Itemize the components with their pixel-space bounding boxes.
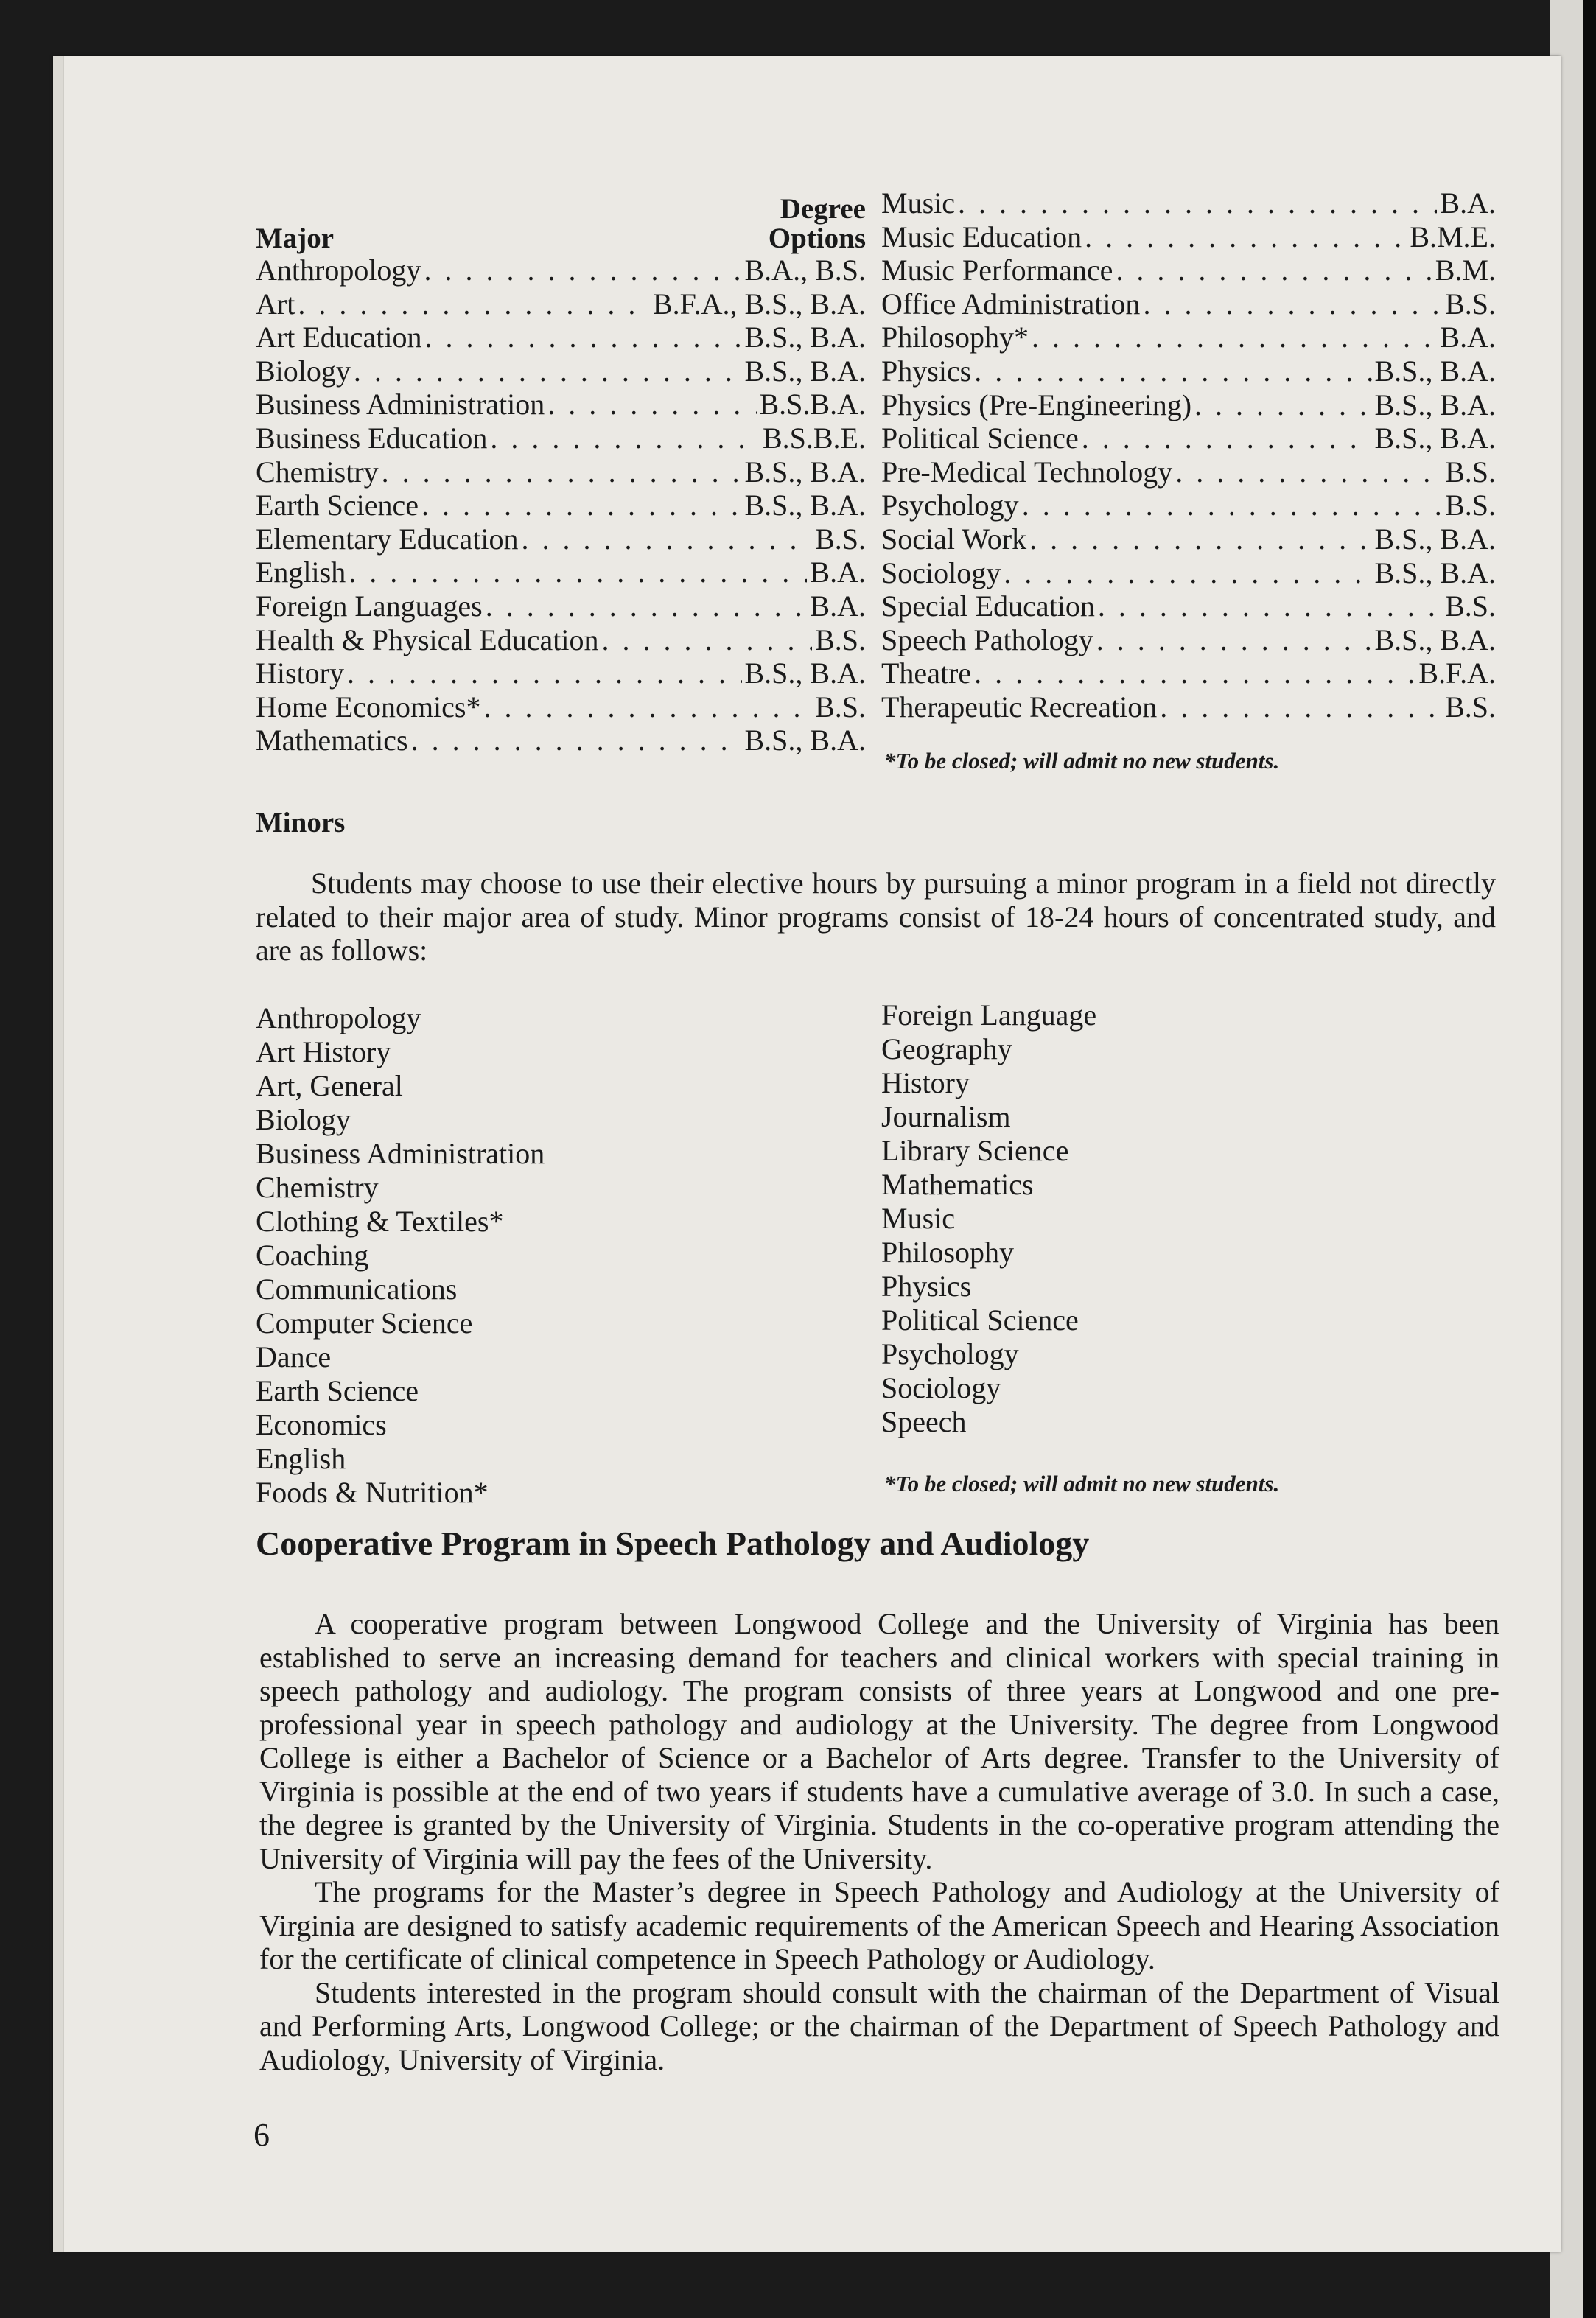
minor-item: Physics xyxy=(881,1270,972,1303)
major-row xyxy=(256,724,866,757)
dot-leader xyxy=(1194,388,1371,422)
degree-options: B.S. xyxy=(815,690,866,724)
degree-options: B.S., B.A. xyxy=(744,724,866,757)
minors-intro-block xyxy=(256,866,1496,967)
degree-options: B.S., B.A. xyxy=(1374,522,1496,556)
coop-program-body xyxy=(259,1607,1499,2076)
major-options-header-row xyxy=(256,224,866,253)
coop-program-heading: Cooperative Program in Speech Pathology and Audiology xyxy=(256,1524,1090,1562)
dot-leader xyxy=(490,421,760,455)
degree-options: B.S., B.A. xyxy=(1374,354,1496,388)
major-name: Philosophy* xyxy=(881,321,1029,354)
document-page xyxy=(53,56,1561,2252)
minor-item: Art History xyxy=(256,1035,391,1068)
minors-intro-paragraph: Students may choose to use their elective hours by pursuing a minor program in a field not directly related to their major area of study. Minor programs consist of 18-24 hours of concentrated study, and are as follows: xyxy=(256,866,1496,967)
page-binding-edge xyxy=(53,56,64,2252)
degree-options: B.S. xyxy=(1445,287,1496,321)
major-row xyxy=(256,522,866,556)
major-name: Foreign Languages xyxy=(256,589,483,623)
minors-right-column xyxy=(881,998,1456,1439)
major-row xyxy=(881,623,1496,657)
minor-item: Music xyxy=(881,1202,955,1235)
major-name: Health & Physical Education xyxy=(256,623,599,656)
minor-item: Geography xyxy=(881,1032,1012,1065)
degree-options: B.S., B.A. xyxy=(1374,421,1496,455)
major-row xyxy=(881,522,1496,556)
dot-leader xyxy=(1029,522,1371,556)
minors-heading: Minors xyxy=(256,807,346,838)
degree-options: B.S., B.A. xyxy=(744,354,866,388)
major-name: Art Education xyxy=(256,321,422,354)
coop-paragraph: A cooperative program between Longwood College and the University of Virginia has been established to serve an increasing demand for teachers and clinical workers with special training in speech pathology and audiology. The program consists of three years at Longwood and one pre-professional year in speech pathology and audiology at the University. The degree from Longwood College is either a Bachelor of Science or a Bachelor of Arts degree. Transfer to the University of Virginia is possible at the end of two years if students have a cumulative average of 3.0. In such a case, the degree is granted by the University of Virginia. Students in the co-operative program attending the University of Virginia will pay the fees of the University. xyxy=(259,1607,1499,1875)
major-name: Art xyxy=(256,287,295,321)
major-name: Psychology xyxy=(881,489,1019,522)
degree-options: B.A. xyxy=(1440,321,1496,354)
majors-right-list xyxy=(881,186,1496,724)
degree-options: B.S. xyxy=(815,623,866,656)
major-name: Earth Science xyxy=(256,489,419,522)
minor-item: Foreign Language xyxy=(881,998,1097,1032)
degree-options: B.S., B.A. xyxy=(744,321,866,354)
major-row xyxy=(881,220,1496,254)
dot-leader xyxy=(1098,589,1442,623)
dot-leader xyxy=(347,656,742,690)
major-name: Anthropology xyxy=(256,253,421,287)
major-row xyxy=(881,321,1496,354)
degree-options: B.F.A. xyxy=(1418,656,1496,690)
major-row xyxy=(881,354,1496,388)
minor-item: Anthropology xyxy=(256,1001,421,1034)
major-row xyxy=(256,455,866,489)
minor-item: English xyxy=(256,1442,346,1475)
dot-leader xyxy=(484,690,813,724)
minor-item: Library Science xyxy=(881,1134,1069,1167)
options-header: Options xyxy=(768,223,866,254)
degree-options: B.A. xyxy=(810,556,866,589)
dot-leader xyxy=(1085,220,1407,254)
major-name: Social Work xyxy=(881,522,1027,556)
major-row xyxy=(881,388,1496,422)
degree-options: B.A. xyxy=(810,589,866,623)
major-row xyxy=(256,321,866,354)
major-name: Home Economics* xyxy=(256,690,481,724)
degree-options: B.F.A., B.S., B.A. xyxy=(652,287,866,321)
dot-leader xyxy=(1116,253,1432,287)
major-name: Business Administration xyxy=(256,388,545,421)
major-row xyxy=(881,186,1496,220)
minor-item: Philosophy xyxy=(881,1236,1015,1269)
major-row xyxy=(256,690,866,724)
minors-closure-note: *To be closed; will admit no new students. xyxy=(884,1471,1280,1496)
major-name: Biology xyxy=(256,354,351,388)
dot-leader xyxy=(1082,421,1372,455)
dot-leader xyxy=(411,724,742,757)
minor-item: Mathematics xyxy=(881,1168,1034,1201)
minor-item: Dance xyxy=(256,1340,332,1373)
dot-leader xyxy=(1160,690,1442,724)
degree-options: B.M. xyxy=(1435,253,1496,287)
dot-leader xyxy=(349,556,807,589)
dot-leader xyxy=(974,656,1415,690)
major-header: Major xyxy=(256,223,335,254)
minor-item: Earth Science xyxy=(256,1374,419,1407)
major-row xyxy=(881,455,1496,489)
major-name: Office Administration xyxy=(881,287,1141,321)
dot-leader xyxy=(421,489,742,522)
minor-item: Communications xyxy=(256,1272,458,1306)
major-name: Theatre xyxy=(881,656,972,690)
minor-item: Clothing & Textiles* xyxy=(256,1205,504,1238)
major-name: Business Education xyxy=(256,421,488,455)
major-row xyxy=(881,489,1496,522)
major-name: English xyxy=(256,556,346,589)
major-row xyxy=(256,556,866,589)
dot-leader xyxy=(486,589,808,623)
minor-item: Computer Science xyxy=(256,1306,473,1340)
dot-leader xyxy=(1175,455,1442,489)
degree-options: B.A., B.S. xyxy=(744,253,866,287)
major-row xyxy=(881,556,1496,590)
majors-left-column xyxy=(256,195,866,757)
dot-leader xyxy=(354,354,742,388)
major-name: Chemistry xyxy=(256,455,379,489)
major-name: Elementary Education xyxy=(256,522,519,556)
major-row xyxy=(256,354,866,388)
major-row xyxy=(881,589,1496,623)
dot-leader xyxy=(522,522,813,556)
major-name: Music Performance xyxy=(881,253,1113,287)
dot-leader xyxy=(1032,321,1437,354)
minor-item: Foods & Nutrition* xyxy=(256,1476,489,1509)
minor-item: Chemistry xyxy=(256,1171,379,1204)
degree-options: B.S. xyxy=(1445,589,1496,623)
major-row xyxy=(256,489,866,522)
page-number: 6 xyxy=(253,2117,270,2153)
minor-item: Journalism xyxy=(881,1100,1011,1133)
degree-options: B.S., B.A. xyxy=(1374,623,1496,656)
major-name: Sociology xyxy=(881,556,1001,589)
dot-leader xyxy=(1143,287,1442,321)
minor-item: Art, General xyxy=(256,1069,403,1102)
degree-header-row xyxy=(256,195,866,224)
minor-item: Psychology xyxy=(881,1337,1019,1370)
dot-leader xyxy=(425,321,742,354)
minor-item: History xyxy=(881,1066,970,1099)
dot-leader xyxy=(1022,489,1442,522)
degree-options: B.S. xyxy=(815,522,866,556)
dot-leader xyxy=(547,388,756,421)
degree-header: Degree xyxy=(780,193,866,225)
major-name: History xyxy=(256,656,344,690)
majors-left-list xyxy=(256,253,866,757)
major-name: Physics (Pre-Engineering) xyxy=(881,388,1192,421)
major-row xyxy=(881,287,1496,321)
major-row xyxy=(881,690,1496,724)
major-row xyxy=(256,623,866,657)
degree-options: B.S. xyxy=(1445,455,1496,489)
dot-leader xyxy=(958,186,1437,220)
majors-closure-note: *To be closed; will admit no new students. xyxy=(884,748,1280,774)
major-row xyxy=(256,253,866,287)
minors-left-list xyxy=(256,1001,830,1510)
degree-options: B.S.B.A. xyxy=(759,388,866,421)
dot-leader xyxy=(601,623,812,657)
major-row xyxy=(881,421,1496,455)
degree-options: B.S., B.A. xyxy=(1374,388,1496,421)
scan-border xyxy=(1583,0,1596,2318)
major-name: Music xyxy=(881,186,955,220)
degree-options: B.S., B.A. xyxy=(744,656,866,690)
degree-options: B.S., B.A. xyxy=(744,489,866,522)
dot-leader xyxy=(974,354,1371,388)
major-row xyxy=(256,421,866,455)
major-name: Political Science xyxy=(881,421,1079,455)
major-name: Special Education xyxy=(881,589,1095,623)
degree-options: B.S.B.E. xyxy=(762,421,866,455)
minor-item: Political Science xyxy=(881,1303,1079,1337)
minors-right-list xyxy=(881,998,1456,1439)
major-name: Speech Pathology xyxy=(881,623,1093,656)
minor-item: Economics xyxy=(256,1408,387,1441)
major-row xyxy=(881,656,1496,690)
degree-options: B.S., B.A. xyxy=(744,455,866,489)
major-row xyxy=(256,589,866,623)
coop-paragraph: The programs for the Master’s degree in Speech Pathology and Audiology at the University of Virginia are designed to satisfy academic requirements of the American Speech and Hearing Association for the certificate of clinical competence in Speech Pathology or Audiology. xyxy=(259,1875,1499,1975)
major-row xyxy=(256,388,866,421)
dot-leader xyxy=(1096,623,1372,657)
minor-item: Biology xyxy=(256,1103,351,1136)
degree-options: B.S. xyxy=(1445,690,1496,724)
dot-leader xyxy=(424,253,741,287)
degree-options: B.S., B.A. xyxy=(1374,556,1496,589)
coop-paragraph: Students interested in the program should consult with the chairman of the Department of Visual and Performing Arts, Longwood College; or the chairman of the Department of Speech Pathology and Audiology, University of Virginia. xyxy=(259,1975,1499,2076)
minor-item: Coaching xyxy=(256,1239,369,1272)
degree-options: B.A. xyxy=(1440,186,1496,220)
minor-item: Sociology xyxy=(881,1371,1001,1404)
major-name: Music Education xyxy=(881,220,1082,253)
majors-right-column xyxy=(881,186,1496,724)
major-row xyxy=(256,656,866,690)
major-row xyxy=(881,253,1496,287)
degree-options: B.S. xyxy=(1445,489,1496,522)
major-name: Physics xyxy=(881,354,972,388)
major-name: Mathematics xyxy=(256,724,408,757)
dot-leader xyxy=(1004,556,1371,590)
minors-left-column xyxy=(256,1001,830,1510)
minor-item: Speech xyxy=(881,1405,967,1438)
major-row xyxy=(256,287,866,321)
dot-leader xyxy=(382,455,742,489)
minor-item: Business Administration xyxy=(256,1137,545,1170)
dot-leader xyxy=(298,287,650,321)
major-name: Therapeutic Recreation xyxy=(881,690,1158,724)
degree-options: B.M.E. xyxy=(1410,220,1496,253)
major-name: Pre-Medical Technology xyxy=(881,455,1173,489)
